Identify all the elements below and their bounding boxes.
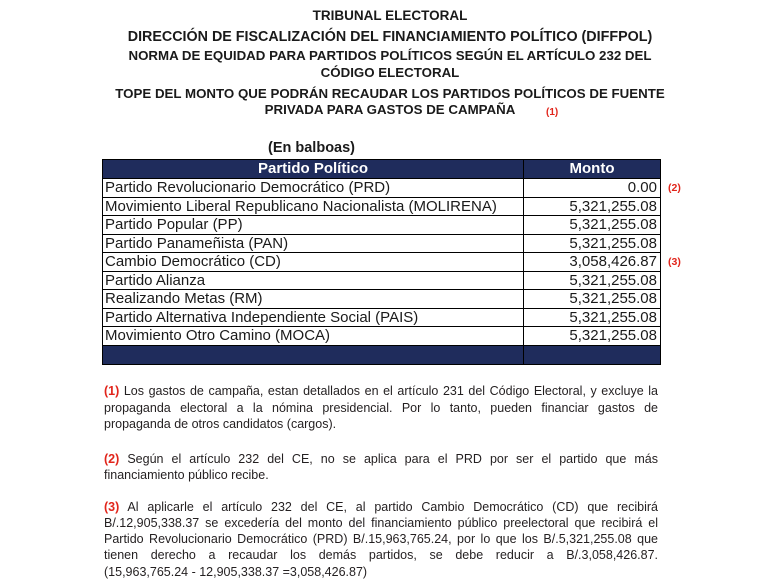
table-row	[103, 234, 660, 253]
title-norma-line-2: CÓDIGO ELECTORAL	[320, 64, 460, 80]
table-footer-bar	[103, 345, 660, 364]
amount-value: 3,058,426.87	[569, 253, 657, 270]
title-norma-line-1: NORMA DE EQUIDAD PARA PARTIDOS POLÍTICOS SEGÚN EL ARTÍCULO 232 DEL	[128, 47, 652, 63]
footnote-line: B/.12,905,338.37 se excedería del monto del financiamiento público preelectoral que recibirá el	[104, 516, 658, 531]
footnote-marker: (1)	[104, 384, 120, 399]
amount-value: 5,321,255.08	[569, 197, 657, 215]
footnote-line	[104, 383, 658, 399]
footnote-line: propaganda electoral a la nómina presidencial. Por lo tanto, pueden financiar gastos de	[104, 400, 658, 415]
column-header-amount: Monto	[569, 160, 615, 177]
row-footnote-ref: (3)	[668, 256, 681, 268]
party-name: Movimiento Liberal Republicano Nacionalista (MOLIRENA)	[103, 198, 524, 216]
footnote-line: financiamiento público recibe.	[104, 468, 269, 483]
amount-value: 5,321,255.08	[569, 290, 657, 307]
column-header-party: Partido Político	[103, 160, 524, 178]
title-footnote-ref: (1)	[546, 107, 559, 118]
table-row	[103, 308, 660, 327]
table-footer-cell	[524, 346, 660, 364]
footnote-1	[104, 383, 658, 432]
footnote-text: Al aplicarle el artículo 232 del CE, al partido Cambio Democrático (CD) que recibirá	[127, 499, 658, 514]
table-row	[103, 178, 681, 197]
party-name: Partido Revolucionario Democrático (PRD)	[103, 179, 524, 197]
amount-value: 5,321,255.08	[569, 271, 657, 289]
party-name: Partido Alternativa Independiente Social (PAIS)	[103, 309, 524, 327]
footnote-marker: (2)	[104, 451, 120, 466]
amount-value: 5,321,255.08	[569, 216, 657, 233]
footnote-line: Partido Revolucionario Democrático (PRD) B/.15,963,765.24, por lo que los B/.5,321,255.08 que	[104, 532, 658, 547]
amount-value: 5,321,255.08	[569, 327, 657, 344]
row-footnote-ref: (2)	[668, 182, 681, 194]
footnote-line: propaganda de otros candidatos (cargos).	[104, 416, 337, 431]
footnote-line	[104, 451, 658, 467]
footnote-line: (15,963,765.24 - 12,905,338.37 =3,058,426.87)	[104, 564, 368, 579]
title-direccion: DIRECCIÓN DE FISCALIZACIÓN DEL FINANCIAMIENTO POLÍTICO (DIFFPOL)	[127, 29, 653, 45]
party-amount-table	[102, 159, 681, 365]
party-name: Realizando Metas (RM)	[103, 290, 524, 308]
footnote-marker: (3)	[104, 499, 120, 514]
table-row	[103, 252, 681, 271]
footnote-line: tienen derecho a recaudar los demás partidos, se debe reducir a B/.3,058,426.87.	[104, 548, 658, 563]
currency-label: (En balboas)	[268, 140, 356, 156]
amount-value: 5,321,255.08	[569, 308, 657, 326]
title-tribunal-electoral: TRIBUNAL ELECTORAL	[312, 7, 468, 23]
footnote-2	[104, 451, 658, 483]
title-tope-line-2: PRIVADA PARA GASTOS DE CAMPAÑA	[264, 102, 516, 117]
party-name: Cambio Democrático (CD)	[103, 253, 524, 271]
party-name: Partido Popular (PP)	[103, 216, 524, 234]
footnote-3	[104, 499, 658, 580]
table-row	[103, 289, 660, 308]
table-row	[103, 215, 660, 234]
party-name: Partido Panameñista (PAN)	[103, 235, 524, 253]
amount-value: 0.00	[627, 179, 657, 196]
table-row	[103, 271, 660, 290]
party-name: Movimiento Otro Camino (MOCA)	[103, 327, 524, 345]
footnote-text: Los gastos de campaña, estan detallados en el artículo 231 del Código Electoral, y excluye la	[123, 384, 658, 399]
footnote-text: Según el artículo 232 del CE, no se aplica para el PRD por ser el partido que más	[127, 451, 658, 466]
party-name: Partido Alianza	[103, 272, 524, 290]
title-tope-line-1: TOPE DEL MONTO QUE PODRÁN RECAUDAR LOS PARTIDOS POLÍTICOS DE FUENTE	[115, 85, 665, 101]
table-header	[103, 160, 660, 178]
table-row	[103, 197, 660, 216]
amount-value: 5,321,255.08	[569, 234, 657, 252]
table-footer-cell	[103, 346, 524, 364]
table-row	[103, 326, 660, 345]
footnote-line	[104, 499, 658, 515]
